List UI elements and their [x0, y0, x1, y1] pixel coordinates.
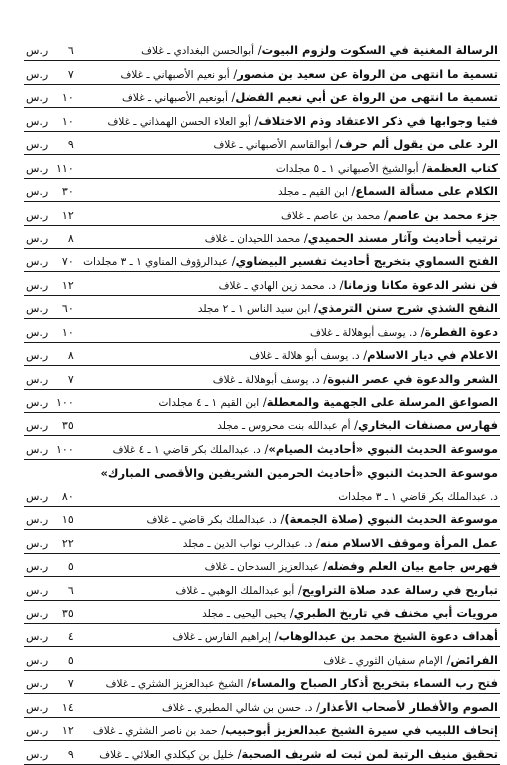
currency-unit: ر.س	[26, 583, 49, 597]
currency-unit: ر.س	[26, 67, 49, 81]
price-value: ٦	[67, 583, 74, 597]
price-value: ١٠	[61, 325, 74, 339]
book-row	[24, 554, 500, 577]
book-title-line: إتحاف اللبيب في سيرة الشيخ عبدالعزيز أبوحبيب/ حمد بن ناصر الشثري ـ غلاف	[92, 723, 498, 738]
price-value: ٣٥	[61, 419, 74, 433]
book-title-line: تسمية ما انتهى من الرواة عن أبي نعيم الفضل/ أبونعيم الأصبهاني ـ غلاف	[122, 90, 498, 105]
book-title: فن نشر الدعوة مكانا وزمانا	[343, 277, 498, 292]
price-value: ٥	[67, 560, 74, 574]
book-row	[24, 132, 500, 155]
price-value: ١٤	[61, 700, 74, 714]
book-price	[26, 255, 90, 269]
book-price	[26, 373, 90, 387]
price-value: ٧	[67, 67, 74, 81]
book-price	[26, 490, 90, 504]
currency-unit: ر.س	[26, 255, 49, 269]
book-row	[24, 624, 500, 647]
book-price	[26, 138, 90, 152]
book-author-format: أبو العلاء الحسن الهمذاني ـ غلاف	[107, 115, 251, 128]
currency-unit: ر.س	[26, 536, 49, 550]
book-author-format: يحيى اليحيى ـ مجلد	[202, 607, 287, 620]
book-title: فهارس مصنفات البخاري	[358, 418, 498, 433]
book-author-format: أم عبدالله بنت محروس ـ مجلد	[217, 420, 351, 433]
book-author-format: أبو نعيم الأصبهاني ـ غلاف	[120, 68, 230, 81]
book-title-line: أهداف دعوة الشيخ محمد بن عبدالوهاب/ إبراهيم الفارس ـ غلاف	[172, 629, 498, 644]
book-title: الفرائض	[450, 652, 498, 667]
book-row	[24, 108, 500, 131]
book-author-format: د. عبدالملك بكر قاضي ١ ـ ٣ مجلدات	[338, 490, 498, 503]
book-row	[24, 483, 500, 506]
book-title-line: الصوم والأفطار لأصحاب الأعذار/ د. حسن بن شالي المطيري ـ غلاف	[162, 699, 498, 714]
book-title-line: الفرائض/ الإمام سفيان الثوري ـ غلاف	[323, 652, 498, 667]
book-row	[24, 319, 500, 342]
book-price	[26, 677, 90, 691]
book-row	[24, 179, 500, 202]
book-row	[24, 272, 500, 295]
price-value: ٩	[67, 138, 74, 152]
book-price	[26, 701, 90, 715]
book-title-line: عمل المرأة وموقف الاسلام منه/ د. عبدالرب نواب الدين ـ مجلد	[182, 535, 498, 550]
book-row	[24, 366, 500, 389]
currency-unit: ر.س	[26, 653, 49, 667]
book-row	[24, 647, 500, 670]
currency-unit: ر.س	[26, 278, 49, 292]
book-row	[24, 413, 500, 436]
book-author-format: أبوالشيخ الأصبهاني ١ ـ ٥ مجلدات	[275, 162, 419, 175]
book-title: الفتح السماوي بتخريج أحاديث تفسير البيضاوي	[235, 254, 498, 269]
price-value: ١٢	[61, 208, 74, 222]
currency-unit: ر.س	[26, 396, 49, 409]
book-title-line: الصواعق المرسلة على الجهمية والمعطلة/ ابن القيم ١ ـ ٤ مجلدات	[158, 395, 498, 409]
book-title-line: موسوعة الحديث النبوي (صلاة الجمعة)/ د. عبدالملك بكر قاضي ـ غلاف	[146, 512, 498, 527]
book-title: الرد على من يقول ألم حرف	[339, 137, 498, 152]
book-title: فتح رب السماء بتخريج أذكار الصباح والمساء	[250, 676, 498, 691]
currency-unit: ر.س	[26, 700, 49, 714]
book-author-format: حمد بن ناصر الشثري ـ غلاف	[92, 725, 218, 738]
book-price	[26, 115, 90, 129]
book-row	[24, 343, 500, 366]
book-title: أهداف دعوة الشيخ محمد بن عبدالوهاب	[278, 629, 498, 644]
book-title: فهرس جامع بيان العلم وفضله	[326, 559, 498, 574]
book-title: الرسالة المغنية في السكوت ولزوم البيوت	[261, 43, 498, 58]
currency-unit: ر.س	[26, 724, 49, 738]
book-title-line: فهارس مصنفات البخاري/ أم عبدالله بنت محروس ـ مجلد	[217, 418, 498, 433]
book-author-format: د. عبدالملك بكر قاضي ـ غلاف	[146, 514, 277, 527]
book-price	[26, 584, 90, 598]
price-value: ٣٥	[61, 606, 74, 620]
book-row	[24, 601, 500, 624]
currency-unit: ر.س	[26, 231, 49, 245]
book-row	[24, 741, 500, 764]
book-title-line: ترتيب أحاديث وآثار مسند الحميدي/ محمد اللحيدان ـ غلاف	[204, 230, 498, 245]
book-price	[26, 419, 90, 433]
price-value: ١٠٠	[56, 396, 74, 409]
book-author-format: إبراهيم الفارس ـ غلاف	[172, 631, 271, 644]
currency-unit: ر.س	[26, 138, 49, 152]
book-title-line: الرد على من يقول ألم حرف/ أبوالقاسم الأصبهاني ـ غلاف	[213, 137, 498, 152]
book-author-format: د. يوسف أبوهلالة ـ غلاف	[310, 326, 418, 339]
book-list	[24, 38, 500, 765]
book-price	[26, 162, 90, 176]
currency-unit: ر.س	[26, 349, 49, 363]
book-row	[24, 718, 500, 741]
book-title-line: النفح الشذي شرح سنن الترمذي/ ابن سيد الناس ١ ـ ٢ مجلد	[197, 301, 498, 316]
book-title: جزء محمد بن عاصم	[387, 207, 498, 222]
book-row	[24, 61, 500, 84]
book-title: تسمية ما انتهى من الرواة عن سعيد بن منصور	[237, 66, 498, 81]
currency-unit: ر.س	[26, 185, 49, 199]
book-title: موسوعة الحديث النبوي «أحاديث الصيام»	[268, 441, 498, 456]
book-title-line: تسمية ما انتهى من الرواة عن سعيد بن منصور/ أبو نعيم الأصبهاني ـ غلاف	[120, 66, 498, 81]
book-title-line: دعوة الفطرة/ د. يوسف أبوهلالة ـ غلاف	[310, 324, 498, 339]
price-value: ١٢	[61, 724, 74, 738]
book-price	[26, 349, 90, 363]
currency-unit: ر.س	[26, 302, 49, 316]
book-title-line: فتح رب السماء بتخريج أذكار الصباح والمساء/ الشيخ عبدالعزيز الشثري ـ غلاف	[105, 676, 498, 691]
book-price	[26, 560, 90, 574]
price-value: ٤	[67, 630, 74, 644]
currency-unit: ر.س	[26, 372, 49, 386]
currency-unit: ر.س	[26, 91, 49, 105]
book-title: تحقيق منيف الرتبة لمن ثبت له شريف الصحبة	[241, 746, 498, 761]
book-title-line: الكلام على مسألة السماع/ ابن القيم ـ مجلد	[277, 184, 498, 199]
currency-unit: ر.س	[26, 325, 49, 339]
price-value: ١٠	[61, 91, 74, 105]
book-title-line	[100, 489, 498, 504]
book-title: النفح الشذي شرح سنن الترمذي	[317, 301, 498, 316]
book-title-line: موسوعة الحديث النبوي «أحاديث الصيام»/ د. عبدالملك بكر قاضي ١ ـ ٤ غلاف	[112, 441, 498, 456]
book-title-line: الشعر والدعوة في عصر النبوة/ د. يوسف أبوهلالة ـ غلاف	[212, 371, 498, 386]
book-price	[26, 630, 90, 644]
book-title: الاعلام في ديار الاسلام	[367, 348, 498, 363]
price-value: ٧٠	[61, 255, 74, 269]
book-row	[24, 577, 500, 600]
book-title: الشعر والدعوة في عصر النبوة	[327, 371, 498, 386]
book-title-line: الفتح السماوي بتخريج أحاديث تفسير البيضاوي/ عبدالرؤوف المناوي ١ ـ ٣ مجلدات	[83, 254, 498, 269]
book-author-format: عبدالرؤوف المناوي ١ ـ ٣ مجلدات	[83, 256, 229, 269]
book-price	[26, 513, 90, 527]
book-author-format: محمد اللحيدان ـ غلاف	[204, 232, 301, 245]
book-author-format: د. محمد زين الهادي ـ غلاف	[218, 279, 337, 292]
book-author-format: الإمام سفيان الثوري ـ غلاف	[323, 654, 443, 667]
book-price	[26, 654, 90, 668]
book-author-format: محمد بن عاصم ـ غلاف	[281, 209, 381, 222]
currency-unit: ر.س	[26, 747, 49, 761]
book-title: عمل المرأة وموقف الاسلام منه	[319, 535, 498, 550]
book-row	[24, 460, 500, 483]
book-price	[26, 44, 90, 58]
book-row	[24, 390, 500, 413]
book-title: ترتيب أحاديث وآثار مسند الحميدي	[307, 230, 498, 245]
price-value: ٩	[67, 747, 74, 761]
book-author-format: أبوالحسن البغدادي ـ غلاف	[141, 45, 255, 58]
book-title-line: مرويات أبي مخنف في تاريخ الطبري/ يحيى اليحيى ـ مجلد	[202, 605, 498, 620]
price-value: ٧	[67, 372, 74, 386]
book-price	[26, 279, 90, 293]
price-value: ٣٠	[61, 185, 74, 199]
currency-unit: ر.س	[26, 489, 49, 503]
price-value: ٨	[67, 349, 74, 363]
book-author-format: أبونعيم الأصبهاني ـ غلاف	[122, 92, 228, 105]
book-price	[26, 537, 90, 551]
book-price	[26, 467, 90, 481]
book-price	[26, 607, 90, 621]
currency-unit: ر.س	[26, 630, 49, 644]
currency-unit: ر.س	[26, 513, 49, 527]
book-title-line: الاعلام في ديار الاسلام/ د. يوسف أبو هلالة ـ غلاف	[249, 348, 498, 363]
book-title-line: تحقيق منيف الرتبة لمن ثبت له شريف الصحبة/ خليل بن كيكلدي العلائي ـ غلاف	[99, 746, 498, 761]
book-row	[24, 226, 500, 249]
book-author-format: خليل بن كيكلدي العلائي ـ غلاف	[99, 748, 234, 761]
book-title: إتحاف اللبيب في سيرة الشيخ عبدالعزيز أبوحبيب	[225, 723, 498, 738]
price-value: ٢٢	[61, 536, 74, 550]
currency-unit: ر.س	[26, 114, 49, 128]
book-author-format: أبو عبدالملك الوهبي ـ غلاف	[175, 584, 295, 597]
price-value: ٦	[67, 44, 74, 58]
book-title: فتيا وجوابها في ذكر الاعتقاد وذم الاختلاف	[258, 113, 498, 128]
book-price	[26, 91, 90, 105]
book-row	[24, 85, 500, 108]
book-author-format: د. عبدالرب نواب الدين ـ مجلد	[182, 537, 313, 550]
book-price	[26, 748, 90, 762]
book-title: مرويات أبي مخنف في تاريخ الطبري	[293, 605, 498, 620]
book-price	[26, 724, 90, 738]
book-title: تباريح في رسالة عدد صلاة التراويح	[301, 582, 498, 597]
book-author-format: د. عبدالملك بكر قاضي ١ ـ ٤ غلاف	[112, 443, 261, 456]
book-title: الصوم والأفطار لأصحاب الأعذار	[320, 699, 498, 714]
book-row	[24, 38, 500, 61]
price-value: ٨	[67, 231, 74, 245]
price-value: ٨٠	[61, 489, 74, 503]
book-title-line: فن نشر الدعوة مكانا وزمانا/ د. محمد زين الهادي ـ غلاف	[218, 277, 498, 292]
book-author-format: ابن القيم ـ مجلد	[277, 186, 348, 199]
book-row	[24, 507, 500, 530]
book-row	[24, 296, 500, 319]
book-price	[26, 68, 90, 82]
book-row	[24, 155, 500, 178]
currency-unit: ر.س	[26, 208, 49, 222]
price-value: ١٢	[61, 278, 74, 292]
book-price	[26, 396, 90, 410]
book-row	[24, 694, 500, 717]
book-author-format: د. يوسف أبوهلالة ـ غلاف	[212, 373, 320, 386]
price-value: ١١٠	[56, 161, 74, 175]
book-price	[26, 302, 90, 316]
book-price	[26, 326, 90, 340]
price-value: ١٠	[61, 114, 74, 128]
book-title-line: فهرس جامع بيان العلم وفضله/ عبدالعزيز السدحان ـ غلاف	[204, 559, 498, 574]
book-author-format: د. يوسف أبو هلالة ـ غلاف	[249, 350, 360, 363]
book-price	[26, 232, 90, 246]
book-row	[24, 530, 500, 553]
currency-unit: ر.س	[26, 560, 49, 574]
price-value: ٥	[67, 653, 74, 667]
book-title-line	[100, 466, 498, 481]
currency-unit: ر.س	[26, 606, 49, 620]
price-value: ٦٠	[61, 302, 74, 316]
book-title: الصواعق المرسلة على الجهمية والمعطلة	[266, 395, 498, 409]
book-author-format: د. حسن بن شالي المطيري ـ غلاف	[162, 701, 313, 714]
book-title-line: جزء محمد بن عاصم/ محمد بن عاصم ـ غلاف	[281, 207, 498, 222]
currency-unit: ر.س	[26, 677, 49, 691]
book-author-format: ابن سيد الناس ١ ـ ٢ مجلد	[197, 303, 311, 316]
book-title-line: فتيا وجوابها في ذكر الاعتقاد وذم الاختلاف/ أبو العلاء الحسن الهمذاني ـ غلاف	[107, 113, 498, 128]
book-author-format: ابن القيم ١ ـ ٤ مجلدات	[158, 397, 260, 409]
book-title: الكلام على مسألة السماع	[355, 184, 498, 199]
book-title-line: الرسالة المغنية في السكوت ولزوم البيوت/ أبوالحسن البغدادي ـ غلاف	[141, 43, 498, 58]
book-title: موسوعة الحديث النبوي «أحاديث الحرمين الشريفين والأقصى المبارك»	[100, 466, 498, 481]
book-row	[24, 436, 500, 459]
book-row	[24, 671, 500, 694]
currency-unit: ر.س	[26, 442, 49, 456]
book-author-format: عبدالعزيز السدحان ـ غلاف	[204, 561, 320, 574]
book-price	[26, 443, 90, 457]
price-value: ١٠٠	[56, 442, 74, 456]
book-title-line: كتاب العظمة/ أبوالشيخ الأصبهاني ١ ـ ٥ مجلدات	[275, 160, 498, 175]
book-title: موسوعة الحديث النبوي (صلاة الجمعة)	[284, 512, 498, 527]
book-price	[26, 185, 90, 199]
book-title: دعوة الفطرة	[424, 324, 498, 339]
currency-unit: ر.س	[26, 44, 49, 58]
book-author-format: أبوالقاسم الأصبهاني ـ غلاف	[213, 139, 332, 152]
price-value: ١٥	[61, 513, 74, 527]
book-author-format: الشيخ عبدالعزيز الشثري ـ غلاف	[105, 678, 244, 691]
price-value: ٧	[67, 677, 74, 691]
book-price	[26, 209, 90, 223]
book-title: تسمية ما انتهى من الرواة عن أبي نعيم الفضل	[235, 90, 498, 105]
book-title: كتاب العظمة	[426, 160, 498, 175]
book-title-line: تباريح في رسالة عدد صلاة التراويح/ أبو عبدالملك الوهبي ـ غلاف	[175, 582, 498, 597]
currency-unit: ر.س	[26, 161, 49, 175]
book-row	[24, 202, 500, 225]
book-row	[24, 249, 500, 272]
currency-unit: ر.س	[26, 419, 49, 433]
